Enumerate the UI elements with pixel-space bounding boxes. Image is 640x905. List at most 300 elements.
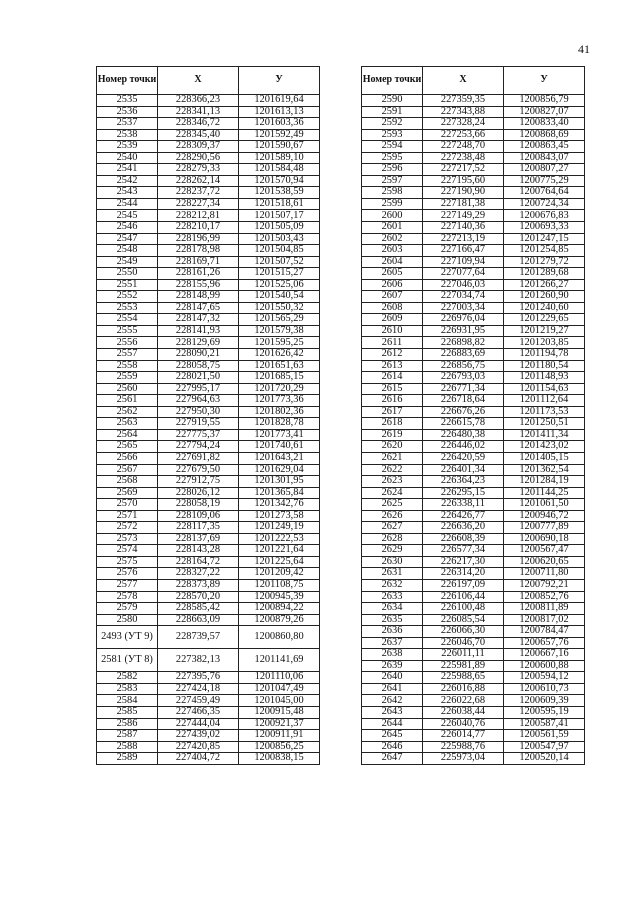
point-number-cell: 2573 [97,533,158,545]
point-number-cell: 2591 [362,106,423,118]
point-number-cell: 2588 [97,741,158,753]
table-row [97,441,320,453]
y-coordinate-cell: 1201229,65 [504,314,585,326]
y-coordinate-cell: 1200843,07 [504,152,585,164]
point-number-cell: 2609 [362,314,423,326]
point-number-cell: 2615 [362,383,423,395]
y-coordinate-cell: 1200827,07 [504,106,585,118]
page-number: 41 [578,42,590,56]
y-coordinate-cell: 1200911,91 [239,730,320,742]
x-coordinate-cell: 227238,48 [423,152,504,164]
point-number-cell: 2552 [97,291,158,303]
y-coordinate-cell: 1201590,67 [239,141,320,153]
point-number-cell: 2627 [362,522,423,534]
y-coordinate-cell: 1201504,85 [239,245,320,257]
point-number-cell: 2643 [362,706,423,718]
point-number-cell: 2593 [362,129,423,141]
table-row [362,233,585,245]
point-number-cell: 2616 [362,395,423,407]
y-coordinate-cell: 1201589,10 [239,152,320,164]
point-number-cell: 2548 [97,245,158,257]
y-coordinate-cell: 1201619,64 [239,95,320,107]
y-coordinate-cell: 1200817,02 [504,614,585,626]
x-coordinate-cell: 228341,13 [158,106,239,118]
table-row [362,245,585,257]
x-coordinate-cell: 226446,02 [423,441,504,453]
x-coordinate-cell: 227420,85 [158,741,239,753]
point-number-cell: 2587 [97,730,158,742]
table-body-left [97,95,320,765]
table-row [362,418,585,430]
y-coordinate-cell: 1201342,76 [239,499,320,511]
y-coordinate-cell: 1201773,36 [239,395,320,407]
table-row [362,256,585,268]
table-row [362,637,585,649]
y-coordinate-cell: 1201538,59 [239,187,320,199]
point-number-cell: 2601 [362,222,423,234]
table-row [362,499,585,511]
x-coordinate-cell: 226040,76 [423,718,504,730]
y-coordinate-cell: 1201209,42 [239,568,320,580]
y-coordinate-cell: 1201301,95 [239,476,320,488]
y-coordinate-cell: 1201284,19 [504,476,585,488]
point-number-cell: 2562 [97,406,158,418]
table-row [362,372,585,384]
point-number-cell: 2605 [362,268,423,280]
x-coordinate-cell: 227459,49 [158,695,239,707]
x-coordinate-cell: 226217,30 [423,556,504,568]
x-coordinate-cell: 227950,30 [158,406,239,418]
x-coordinate-cell: 228164,72 [158,556,239,568]
y-coordinate-cell: 1200775,29 [504,175,585,187]
y-coordinate-cell: 1200594,12 [504,672,585,684]
table-row [362,118,585,130]
x-coordinate-cell: 226066,30 [423,626,504,638]
table-row [97,718,320,730]
table-row [97,568,320,580]
coordinates-table-left [96,66,320,765]
x-coordinate-cell: 226771,34 [423,383,504,395]
y-coordinate-cell: 1201565,29 [239,314,320,326]
x-coordinate-cell: 225981,89 [423,660,504,672]
table-row [97,672,320,684]
table-row [362,129,585,141]
x-coordinate-cell: 228137,69 [158,533,239,545]
y-coordinate-cell: 1200600,88 [504,660,585,672]
x-coordinate-cell: 228161,26 [158,268,239,280]
table-row [97,349,320,361]
table-row [97,152,320,164]
point-number-cell: 2636 [362,626,423,638]
x-coordinate-cell: 228021,50 [158,372,239,384]
x-coordinate-cell: 226883,69 [423,349,504,361]
point-number-cell: 2606 [362,279,423,291]
point-number-cell: 2560 [97,383,158,395]
point-number-cell: 2576 [97,568,158,580]
point-number-cell: 2647 [362,753,423,765]
x-coordinate-cell: 228117,35 [158,522,239,534]
table-row [362,302,585,314]
point-number-cell: 2599 [362,198,423,210]
x-coordinate-cell: 228212,81 [158,210,239,222]
x-coordinate-cell: 227213,19 [423,233,504,245]
header-y: У [239,67,320,95]
y-coordinate-cell: 1200693,33 [504,222,585,234]
point-number-cell: 2561 [97,395,158,407]
y-coordinate-cell: 1201279,72 [504,256,585,268]
x-coordinate-cell: 228141,93 [158,325,239,337]
y-coordinate-cell: 1200868,69 [504,129,585,141]
table-body-right [362,95,585,765]
point-number-cell: 2598 [362,187,423,199]
x-coordinate-cell: 228143,28 [158,545,239,557]
table-row [97,753,320,765]
y-coordinate-cell: 1201423,02 [504,441,585,453]
y-coordinate-cell: 1200676,83 [504,210,585,222]
y-coordinate-cell: 1201584,48 [239,164,320,176]
y-coordinate-cell: 1200811,89 [504,603,585,615]
table-row [97,187,320,199]
point-number-cell: 2540 [97,152,158,164]
y-coordinate-cell: 1201240,60 [504,302,585,314]
y-coordinate-cell: 1200915,48 [239,706,320,718]
point-number-cell: 2618 [362,418,423,430]
y-coordinate-cell: 1201362,54 [504,464,585,476]
y-coordinate-cell: 1201505,09 [239,222,320,234]
point-number-cell: 2634 [362,603,423,615]
point-number-cell: 2543 [97,187,158,199]
table-row [362,222,585,234]
x-coordinate-cell: 226615,78 [423,418,504,430]
table-row [97,245,320,257]
table-row [97,395,320,407]
y-coordinate-cell: 1200609,39 [504,695,585,707]
x-coordinate-cell: 227679,50 [158,464,239,476]
x-coordinate-cell: 227217,52 [423,164,504,176]
header-y: У [504,67,585,95]
x-coordinate-cell: 228237,72 [158,187,239,199]
y-coordinate-cell: 1200807,27 [504,164,585,176]
x-coordinate-cell: 228058,19 [158,499,239,511]
table-row [362,164,585,176]
y-coordinate-cell: 1201525,06 [239,279,320,291]
table-row [362,314,585,326]
y-coordinate-cell: 1201154,63 [504,383,585,395]
y-coordinate-cell: 1200784,47 [504,626,585,638]
y-coordinate-cell: 1201247,15 [504,233,585,245]
x-coordinate-cell: 227140,36 [423,222,504,234]
point-number-cell: 2542 [97,175,158,187]
table-row [97,291,320,303]
y-coordinate-cell: 1201180,54 [504,360,585,372]
x-coordinate-cell: 227253,66 [423,129,504,141]
point-number-cell: 2611 [362,337,423,349]
table-row [97,487,320,499]
table-header-row [97,67,320,95]
table-row [97,325,320,337]
x-coordinate-cell: 228147,65 [158,302,239,314]
x-coordinate-cell: 228290,56 [158,152,239,164]
point-number-cell: 2604 [362,256,423,268]
point-number-cell: 2617 [362,406,423,418]
x-coordinate-cell: 228155,96 [158,279,239,291]
table-row [97,164,320,176]
x-coordinate-cell: 226197,09 [423,579,504,591]
point-number-cell: 2621 [362,452,423,464]
y-coordinate-cell: 1201108,75 [239,579,320,591]
table-row [362,487,585,499]
point-number-cell: 2629 [362,545,423,557]
table-row [362,695,585,707]
point-number-cell: 2592 [362,118,423,130]
x-coordinate-cell: 226038,44 [423,706,504,718]
x-coordinate-cell: 226085,54 [423,614,504,626]
point-number-cell: 2589 [97,753,158,765]
point-number-cell: 2596 [362,164,423,176]
x-coordinate-cell: 227964,63 [158,395,239,407]
x-coordinate-cell: 228227,34 [158,198,239,210]
point-number-cell: 2578 [97,591,158,603]
x-coordinate-cell: 226718,64 [423,395,504,407]
point-number-cell: 2539 [97,141,158,153]
point-number-cell: 2567 [97,464,158,476]
table-row [97,406,320,418]
x-coordinate-cell: 226401,34 [423,464,504,476]
table-row [362,337,585,349]
table-row [362,452,585,464]
table-row [97,314,320,326]
table-row [362,429,585,441]
table-row [97,591,320,603]
x-coordinate-cell: 227424,18 [158,683,239,695]
x-coordinate-cell: 227404,72 [158,753,239,765]
y-coordinate-cell: 1201540,54 [239,291,320,303]
table-row [362,510,585,522]
y-coordinate-cell: 1200946,72 [504,510,585,522]
table-row [362,522,585,534]
table-row [362,349,585,361]
table-row [97,418,320,430]
point-number-cell: 2645 [362,730,423,742]
table-row [362,706,585,718]
point-number-cell: 2610 [362,325,423,337]
y-coordinate-cell: 1201579,38 [239,325,320,337]
x-coordinate-cell: 226100,48 [423,603,504,615]
y-coordinate-cell: 1201595,25 [239,337,320,349]
point-number-cell: 2574 [97,545,158,557]
y-coordinate-cell: 1201110,06 [239,672,320,684]
x-coordinate-cell: 225988,65 [423,672,504,684]
header-x: Х [158,67,239,95]
y-coordinate-cell: 1201254,85 [504,245,585,257]
x-coordinate-cell: 227691,82 [158,452,239,464]
x-coordinate-cell: 225973,04 [423,753,504,765]
x-coordinate-cell: 227382,13 [158,649,239,672]
table-row [362,614,585,626]
x-coordinate-cell: 226577,34 [423,545,504,557]
x-coordinate-cell: 228570,20 [158,591,239,603]
table-row [97,198,320,210]
y-coordinate-cell: 1201289,68 [504,268,585,280]
table-row [362,95,585,107]
x-coordinate-cell: 228178,98 [158,245,239,257]
x-coordinate-cell: 227248,70 [423,141,504,153]
point-number-cell: 2640 [362,672,423,684]
y-coordinate-cell: 1201651,63 [239,360,320,372]
y-coordinate-cell: 1200894,22 [239,603,320,615]
table-row [362,568,585,580]
x-coordinate-cell: 226014,77 [423,730,504,742]
point-number-cell: 2595 [362,152,423,164]
table-row [362,106,585,118]
y-coordinate-cell: 1200863,45 [504,141,585,153]
x-coordinate-cell: 226295,15 [423,487,504,499]
table-row [362,406,585,418]
y-coordinate-cell: 1201503,43 [239,233,320,245]
point-number-cell: 2580 [97,614,158,626]
point-number-cell: 2568 [97,476,158,488]
x-coordinate-cell: 227195,60 [423,175,504,187]
table-row [362,579,585,591]
y-coordinate-cell: 1200690,18 [504,533,585,545]
table-row [97,372,320,384]
x-coordinate-cell: 226420,59 [423,452,504,464]
table-row [97,649,320,672]
table-row [362,660,585,672]
y-coordinate-cell: 1201507,17 [239,210,320,222]
point-number-cell: 2624 [362,487,423,499]
y-coordinate-cell: 1201626,42 [239,349,320,361]
table-row [97,533,320,545]
x-coordinate-cell: 227109,94 [423,256,504,268]
y-coordinate-cell: 1200833,40 [504,118,585,130]
y-coordinate-cell: 1200879,26 [239,614,320,626]
table-row [362,476,585,488]
x-coordinate-cell: 228109,06 [158,510,239,522]
table-row [97,614,320,626]
point-number-cell: 2631 [362,568,423,580]
table-row [362,291,585,303]
header-point-number: Номер точки [97,67,158,95]
y-coordinate-cell: 1201194,78 [504,349,585,361]
y-coordinate-cell: 1201773,41 [239,429,320,441]
point-number-cell: 2546 [97,222,158,234]
table-row [362,210,585,222]
x-coordinate-cell: 226636,20 [423,522,504,534]
point-number-cell: 2544 [97,198,158,210]
table-row [362,152,585,164]
x-coordinate-cell: 226898,82 [423,337,504,349]
table-row [362,268,585,280]
point-number-cell: 2623 [362,476,423,488]
y-coordinate-cell: 1201144,25 [504,487,585,499]
table-row [97,429,320,441]
point-number-cell: 2646 [362,741,423,753]
table-row [97,383,320,395]
table-row [362,360,585,372]
coordinates-table-right [361,66,585,765]
x-coordinate-cell: 226314,20 [423,568,504,580]
x-coordinate-cell: 228366,23 [158,95,239,107]
point-number-cell: 2570 [97,499,158,511]
table-row [97,545,320,557]
table-row [97,706,320,718]
x-coordinate-cell: 228210,17 [158,222,239,234]
point-number-cell: 2625 [362,499,423,511]
table-row [362,279,585,291]
y-coordinate-cell: 1200547,97 [504,741,585,753]
table-row [362,556,585,568]
table-row [97,464,320,476]
x-coordinate-cell: 228373,89 [158,579,239,591]
x-coordinate-cell: 228090,21 [158,349,239,361]
x-coordinate-cell: 228309,37 [158,141,239,153]
y-coordinate-cell: 1200587,41 [504,718,585,730]
point-number-cell: 2635 [362,614,423,626]
y-coordinate-cell: 1201603,36 [239,118,320,130]
x-coordinate-cell: 227181,38 [423,198,504,210]
table-row [362,187,585,199]
x-coordinate-cell: 228663,09 [158,614,239,626]
table-row [97,141,320,153]
y-coordinate-cell: 1200595,19 [504,706,585,718]
y-coordinate-cell: 1200921,37 [239,718,320,730]
y-coordinate-cell: 1201570,94 [239,175,320,187]
point-number-cell: 2642 [362,695,423,707]
x-coordinate-cell: 227439,02 [158,730,239,742]
y-coordinate-cell: 1201365,84 [239,487,320,499]
point-number-cell: 2600 [362,210,423,222]
x-coordinate-cell: 228346,72 [158,118,239,130]
x-coordinate-cell: 227328,24 [423,118,504,130]
x-coordinate-cell: 226793,03 [423,372,504,384]
x-coordinate-cell: 226364,23 [423,476,504,488]
x-coordinate-cell: 226338,11 [423,499,504,511]
point-number-cell: 2558 [97,360,158,372]
x-coordinate-cell: 227077,64 [423,268,504,280]
y-coordinate-cell: 1200860,80 [239,626,320,649]
x-coordinate-cell: 228148,99 [158,291,239,303]
y-coordinate-cell: 1201685,15 [239,372,320,384]
x-coordinate-cell: 226426,77 [423,510,504,522]
x-coordinate-cell: 226022,68 [423,695,504,707]
point-number-cell: 2566 [97,452,158,464]
point-number-cell: 2559 [97,372,158,384]
point-number-cell: 2586 [97,718,158,730]
y-coordinate-cell: 1200711,80 [504,568,585,580]
y-coordinate-cell: 1201273,58 [239,510,320,522]
point-number-cell: 2590 [362,95,423,107]
y-coordinate-cell: 1200520,14 [504,753,585,765]
x-coordinate-cell: 228262,14 [158,175,239,187]
x-coordinate-cell: 227034,74 [423,291,504,303]
table-row [362,603,585,615]
x-coordinate-cell: 226976,04 [423,314,504,326]
point-number-cell: 2641 [362,683,423,695]
point-number-cell: 2537 [97,118,158,130]
table-row [362,464,585,476]
x-coordinate-cell: 227919,55 [158,418,239,430]
table-row [97,730,320,742]
x-coordinate-cell: 228169,71 [158,256,239,268]
table-row [97,279,320,291]
point-number-cell: 2583 [97,683,158,695]
table-row [362,141,585,153]
point-number-cell: 2637 [362,637,423,649]
x-coordinate-cell: 227444,04 [158,718,239,730]
y-coordinate-cell: 1200792,21 [504,579,585,591]
x-coordinate-cell: 226676,26 [423,406,504,418]
